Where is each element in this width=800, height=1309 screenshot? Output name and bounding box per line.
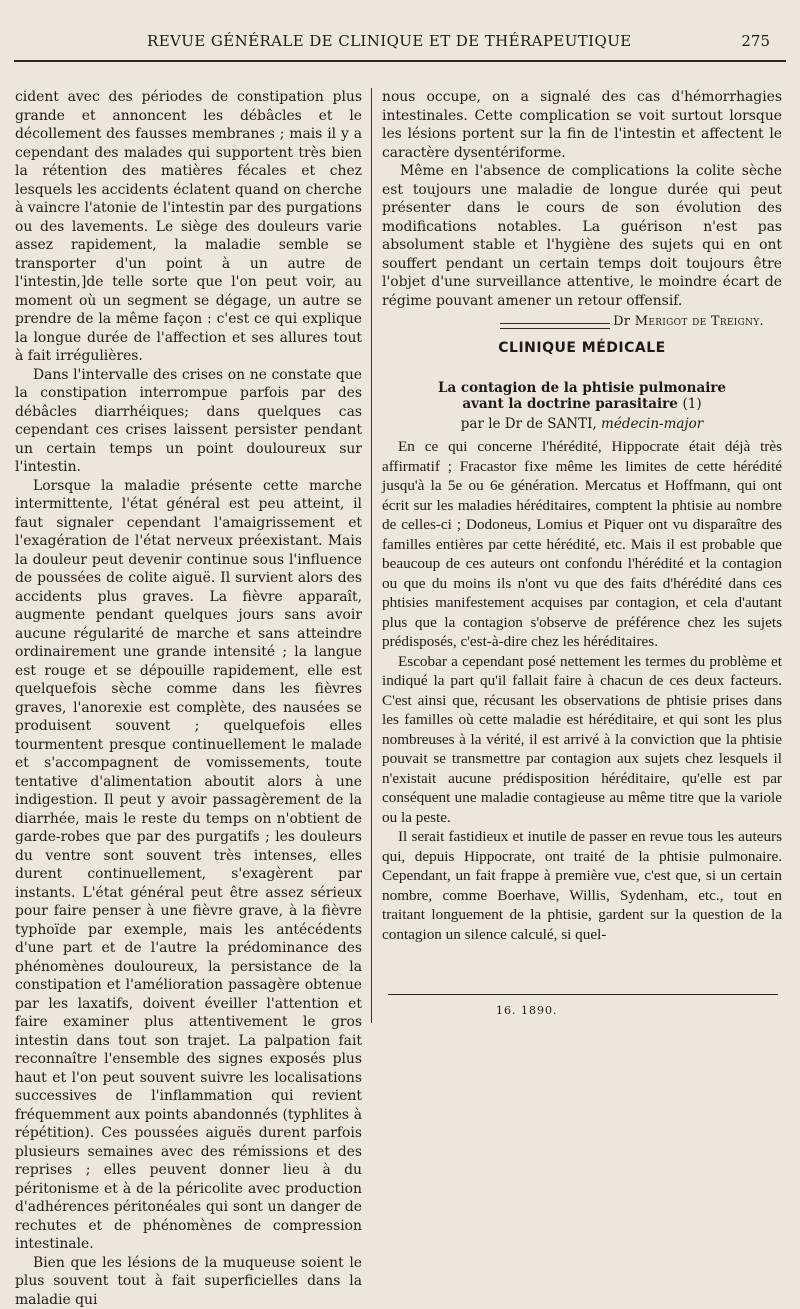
article-title <box>382 380 782 412</box>
article-title-line-2-text: avant la doctrine parasitaire <box>462 396 678 412</box>
page-number: 275 <box>741 32 770 50</box>
left-column <box>15 88 362 1309</box>
article-title-line-2 <box>382 396 782 412</box>
signature-prefix: Dr <box>613 314 635 329</box>
article-body <box>382 437 782 944</box>
left-paragraph-2: Dans l'intervalle des crises on ne constate que la constipation interrompue parfois par des débâcles diarrhéiques; dans quelques cas cependant ces crises laissent persister pendant un certain temps un point douloureux sur l'intestin. <box>15 366 362 477</box>
left-paragraph-3: Lorsque la maladie présente cette marche intermittente, l'état général est peu atteint, il faut signaler cependant l'amaigrissement et l'exagération de l'état nerveux préexistant. Mais la douleur peut devenir continue sous l'influence de poussées de colite aiguë. Il survient alors des accidents plus graves. La fièvre apparaît, augmente pendant quelques jours sans avoir aucune régularité de marche et sans atteindre ordinairement une grande intensité ; la langue est rouge et se dépouille rapidement, elle est quelquefois sèche comme dans les fièvres graves, l'anorexie est complète, des nausées se produisent souvent ; quelquefois elles tourmentent presque continuellement le malade et s'accompagnent de vomissements, toute tentative d'alimentation aboutit alors à une indigestion. Il peut y avoir passagèrement de la diarrhée, mais le reste du temps on n'obtient de garde-robes que par des purgatifs ; les douleurs du ventre sont souvent très intenses, elles durent continuellement, s'exagèrent par instants. L'état général peut être assez sérieux pour faire penser à une fièvre grave, à la fièvre typhoïde par exemple, mais les antécédents d'une part et de l'autre la prédominance des phénomènes douloureux, la persistance de la constipation et l'amélioration passagère obtenue par les laxatifs, doivent éveiller l'attention et faire examiner plus attentivement le gros intestin dans tout son trajet. La palpation fait reconnaître l'ensemble des signes exposés plus haut et l'on peut souvent suivre les localisations successives de l'inflammation qui revient fréquemment aux points abandonnés (typhlites à répétition). Ces poussées aiguës durent parfois plusieurs semaines avec des rémissions et des reprises ; elles peuvent donner lieu à du péritonisme et à de la péricolite avec production d'adhérences péritonéales qui sont un danger de rechutes et de phénomènes de compression intestinale. <box>15 477 362 1254</box>
left-paragraph-1: cident avec des périodes de constipation plus grande et annoncent les débâcles et le décollement des fausses membranes ; mais il y a cependant des malades qui supportent très bien la rétention des matières fécales et chez lesquels les accidents éclatent quand on cherche à vaincre l'atonie de l'intestin par des purgations ou des lavements. Le siège des douleurs varie assez rapidement, la maladie semble se transporter d'un point à un autre de l'intestin,]de telle sorte que l'on peut voir, au moment où un segment se dégage, un autre se prendre de la même façon : c'est ce qui explique la longue durée de l'affection et ses allures tout à fait irrégulières. <box>15 88 362 366</box>
article-paragraph-3: Il serait fastidieux et inutile de passer en revue tous les auteurs qui, depuis Hippocrate, ont traité de la phtisie pulmonaire. Cependant, un fait frappe à première vue, c'est que, si un certain nombre, comme Boerhave, Willis, Sydenham, etc., tout en traitant longuement de la phtisie, gardent sur la question de la contagion un silence calculé, si quel- <box>382 827 782 944</box>
footnote-reference: (1) <box>683 396 702 412</box>
byline-author: par le Dr de SANTI, <box>461 416 597 432</box>
signature-mark: 16. 1890. <box>496 1004 557 1017</box>
byline-role: médecin-major <box>601 416 703 432</box>
footer-rule <box>388 994 778 995</box>
article-paragraph-1: En ce qui concerne l'hérédité, Hippocrate était déjà très affirmatif ; Fracastor fixe même les limites de cette hérédité jusqu'à la 5e ou 6e génération. Mercatus et Hoffmann, qui ont écrit sur les maladies héréditaires, comptent la phtisie au nombre de celles-ci ; Dodoneus, Lomius et Piquer ont vu disparaître des familles entières par cette hérédité, etc. Mais il est probable que beaucoup de ces auteurs ont confondu l'hérédité et la contagion ou que du moins ils n'ont vu que des faits d'hérédité dans ces phtisies manifestement acquises par contagion, et cela d'autant plus que la contagion s'observe de préférence chez les sujets prédisposés, c'est-à-dire chez les héréditaires. <box>382 437 782 652</box>
section-title: CLINIQUE MÉDICALE <box>382 340 782 356</box>
right-paragraph-2: Même en l'absence de complications la colite sèche est toujours une maladie de longue durée qui peut présenter dans le cours de son évolution des modifications notables. La guérison n'est pas absolument stable et l'hygiène des sujets qui en ont souffert pendant un certain temps doit toujours être l'objet d'une surveillance attentive, le moindre écart de régime pouvant amener un retour offensif. <box>382 162 782 310</box>
left-paragraph-4: Bien que les lésions de la muqueuse soient le plus souvent tout à fait superficielles dans la maladie qui <box>15 1254 362 1309</box>
running-header <box>0 26 800 60</box>
journal-title: REVUE GÉNÉRALE DE CLINIQUE ET DE THÉRAPEUTIQUE <box>147 32 632 50</box>
column-divider <box>371 88 372 1023</box>
section-separator <box>500 323 610 329</box>
article-paragraph-2: Escobar a cependant posé nettement les termes du problème et indiqué la part qu'il fallait faire à chacun de ces deux facteurs. C'est ainsi que, récusant les observations de phtisie prises dans les familles où cette maladie est héréditaire, et qui sont les plus nombreuses à la vérité, il est arrivé à la conviction que la phtisie pouvait se transmettre par contagion aux sujets chez lesquels il n'existait aucune prédisposition héréditaire, qu'elle est par conséquent une maladie contagieuse au même titre que la variole ou la peste. <box>382 652 782 828</box>
article-byline <box>382 416 782 432</box>
article-title-line-1: La contagion de la phtisie pulmonaire <box>382 380 782 396</box>
header-rule <box>14 60 786 62</box>
right-column-top <box>382 88 782 332</box>
right-paragraph-1: nous occupe, on a signalé des cas d'hémorrhagies intestinales. Cette complication se voit surtout lorsque les lésions portent sur la fin de l'intestin et affectent le caractère dysentériforme. <box>382 88 782 162</box>
signature-name: Merigot de Treigny. <box>635 314 764 329</box>
